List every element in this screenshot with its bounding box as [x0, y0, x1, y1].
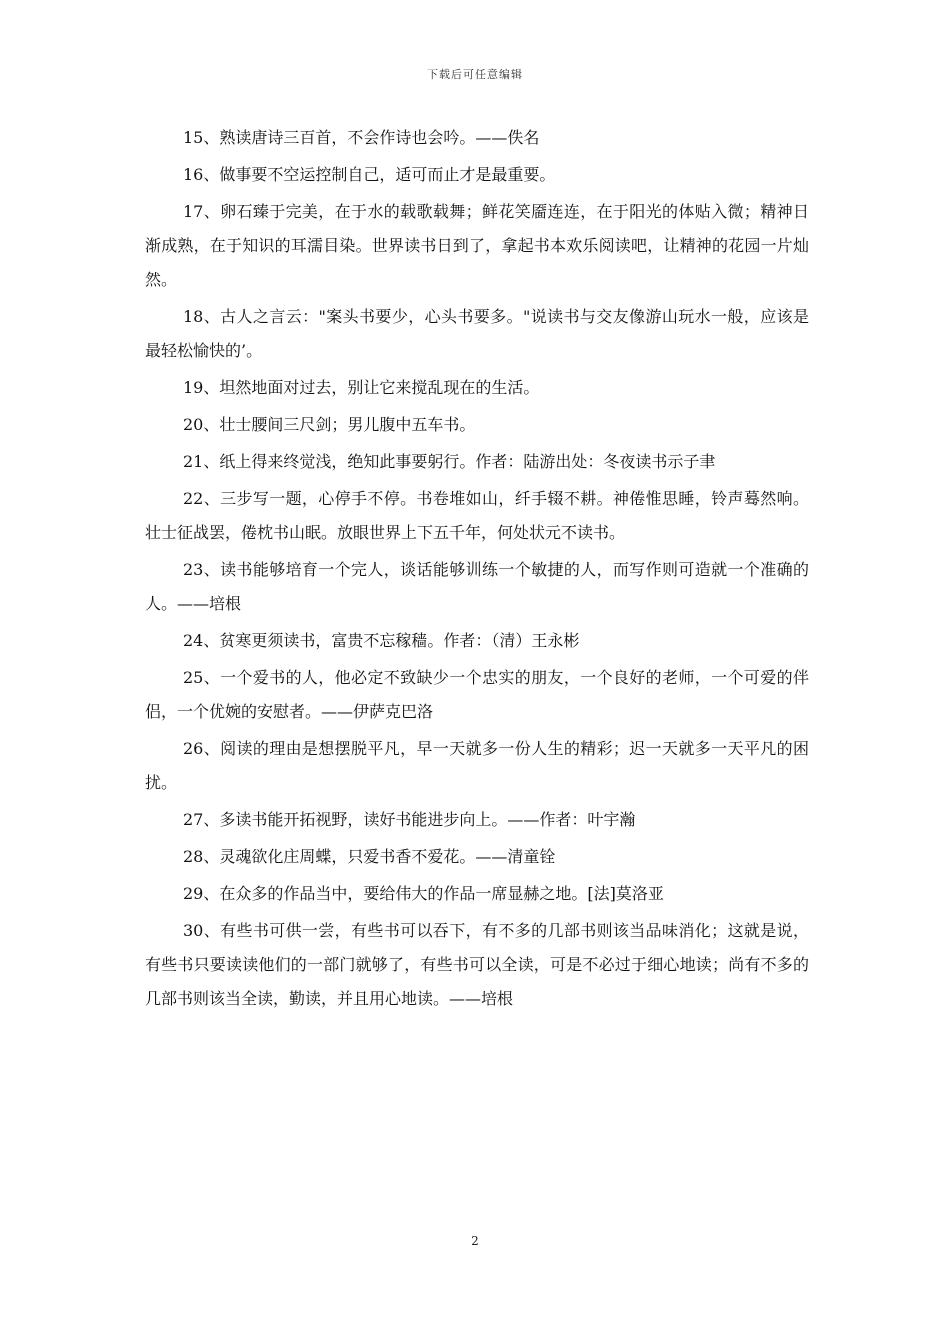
quote-paragraph: 21、纸上得来终觉浅，绝知此事要躬行。作者：陆游出处：冬夜读书示子聿 — [183, 452, 716, 471]
quote-paragraph: 26、阅读的理由是想摆脱平凡，早一天就多一份人生的精彩；迟一天就多一天平凡的困扰。 — [145, 739, 809, 792]
quote-paragraph: 30、有些书可供一尝，有些书可以吞下，有不多的几部书则该当品味消化；这就是说，有些书只要读读他们的一部门就够了，有些书可以全读，可是不必过于细心地读；尚有不多的几部书则该当全读，勤读，并且用心地读。——培根 — [145, 921, 809, 1008]
quote-paragraph: 27、多读书能开拓视野，读好书能进步向上。——作者：叶宇瀚 — [183, 810, 636, 829]
quote-paragraph: 18、古人之言云："案头书要少，心头书要多。"说读书与交友像游山玩水一般，应该是最轻松愉快的’。 — [145, 307, 809, 360]
quote-paragraph: 16、做事要不空运控制自己，适可而止才是最重要。 — [183, 165, 556, 184]
quote-paragraph: 24、贫寒更须读书，富贵不忘稼穑。作者：（清）王永彬 — [183, 631, 580, 650]
quote-paragraph: 23、读书能够培育一个完人，谈话能够训练一个敏捷的人，而写作则可造就一个准确的人。——培根 — [145, 560, 809, 613]
page-header: 下载后可任意编辑 — [427, 68, 523, 81]
quote-paragraph: 17、卵石臻于完美，在于水的载歌载舞；鲜花笑靥连连，在于阳光的体贴入微；精神日渐成熟，在于知识的耳濡目染。世界读书日到了，拿起书本欢乐阅读吧，让精神的花园一片灿然。 — [145, 202, 809, 289]
quote-paragraph: 20、壮士腰间三尺剑；男儿腹中五车书。 — [183, 415, 476, 434]
quote-paragraph: 28、灵魂欲化庄周蝶，只爱书香不爱花。——清童铨 — [183, 847, 556, 866]
quote-paragraph: 25、一个爱书的人，他必定不致缺少一个忠实的朋友，一个良好的老师，一个可爱的伴侣，一个优婉的安慰者。——伊萨克巴洛 — [145, 668, 809, 721]
document-body — [145, 121, 809, 1019]
quote-paragraph: 19、坦然地面对过去，别让它来搅乱现在的生活。 — [183, 378, 540, 397]
quote-paragraph: 15、熟读唐诗三百首，不会作诗也会吟。——佚名 — [183, 128, 540, 147]
quote-paragraph: 29、在众多的作品当中，要给伟大的作品一席显赫之地。[法]莫洛亚 — [183, 884, 664, 903]
quote-paragraph: 22、三步写一题，心停手不停。书卷堆如山，纤手辍不耕。神倦惟思睡，铃声蓦然响。壮士征战罢，倦枕书山眠。放眼世界上下五千年，何处状元不读书。 — [145, 489, 809, 542]
page-number: 2 — [471, 1234, 479, 1248]
